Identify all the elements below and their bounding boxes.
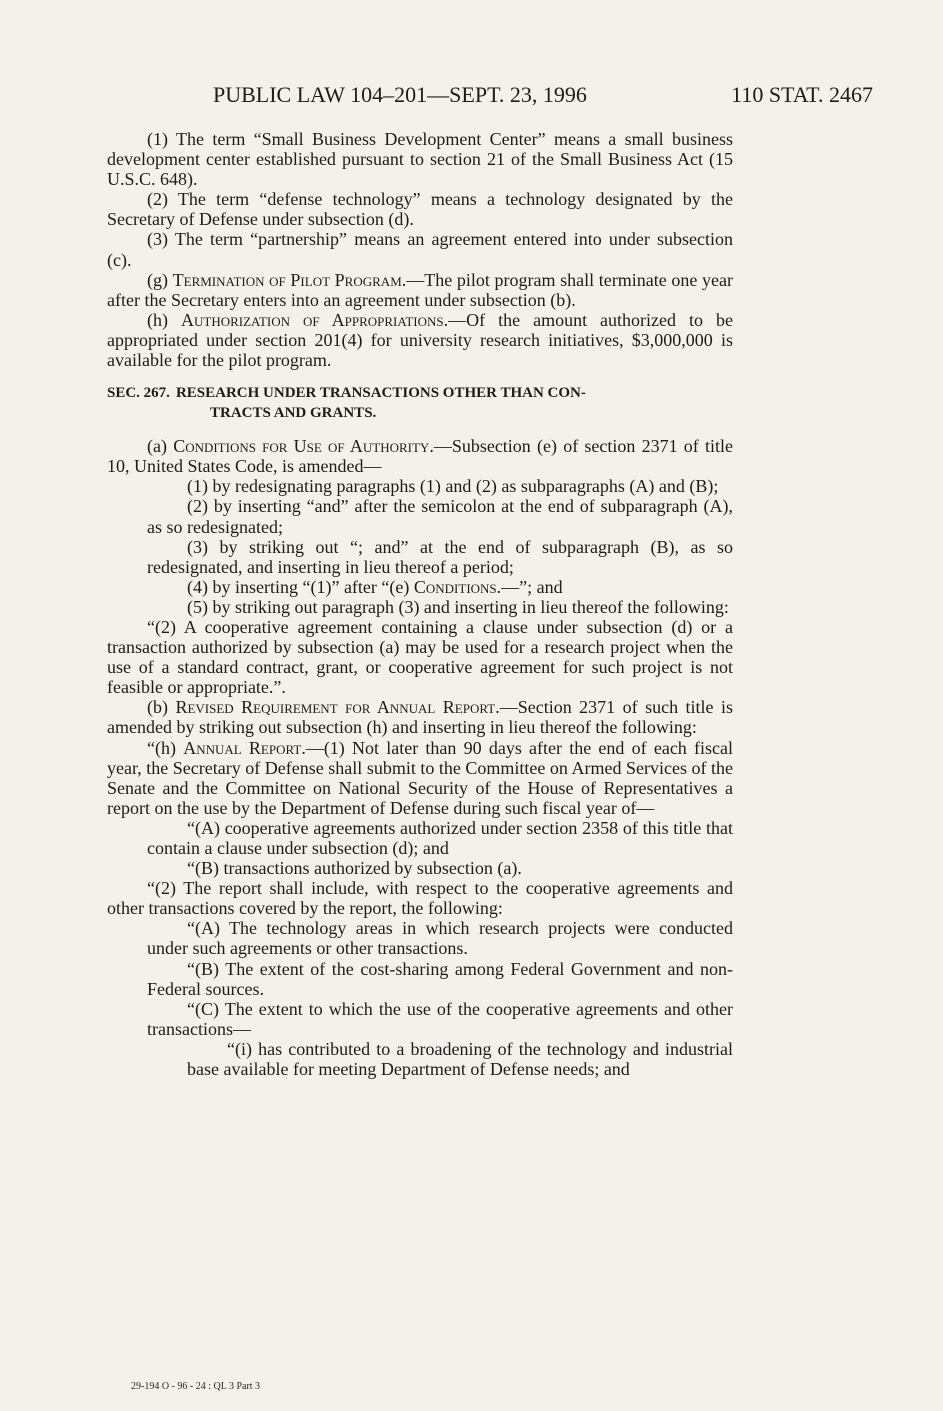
quoted-paragraph: “(2) A cooperative agreement containing a clause under subsection (d) or a transaction authorized by subsection (a) may be used for a research project when the use of a standard contract, grant, or cooperative agreement for such project is not feasible or appropriate.”.	[107, 616, 733, 698]
subsection-h	[107, 310, 733, 370]
document-body	[107, 129, 733, 1079]
subsection-heading: Conditions for Use of Authority	[173, 436, 430, 457]
subsection-text: .—(1) Not later than 90 days after the end of each fiscal year, the Secretary of Defense shall submit to the Committee on Armed Services of the Senate and the Committee on National Security of the House of Representatives a report on the use by the Department of Defense during such fiscal year of—	[107, 737, 734, 818]
subsection-heading: Termination of Pilot Program	[172, 269, 402, 290]
quoted-subparagraph: “(A) The technology areas in which research projects were conducted under such agreements or other transactions.	[147, 918, 733, 959]
quoted-paragraph: “(2) The report shall include, with respect to the cooperative agreements and other transactions covered by the report, the following:	[107, 878, 733, 919]
subsection-text: .—Subsection (e) of section 2371 of title 10, United States Code, is amended—	[107, 436, 733, 477]
amendment-paragraph: (3) by striking out “; and” at the end of subparagraph (B), as so redesignated, and inserting in lieu thereof a period;	[147, 536, 733, 577]
section-number: SEC. 267.	[107, 385, 170, 402]
amendment-text: (4) by inserting “(1)” after “(e)	[187, 576, 414, 597]
running-header	[213, 80, 873, 110]
subsection-heading: Authorization of Appropriations	[180, 309, 444, 330]
subsection-a	[107, 436, 733, 476]
amendment-text: .—”; and	[496, 576, 563, 597]
section-heading	[107, 383, 733, 423]
subsection-label: (g)	[147, 269, 173, 290]
subsection-label: (b)	[147, 697, 176, 718]
print-footer: 29-194 O - 96 - 24 : QL 3 Part 3	[131, 1381, 261, 1392]
definition-paragraph: (2) The term “defense technology” means a technology designated by the Secretary of Defense under subsection (d).	[107, 189, 733, 230]
amendment-paragraph	[147, 577, 733, 597]
section-title-line-1: RESEARCH UNDER TRANSACTIONS OTHER THAN CON-	[175, 385, 586, 402]
definition-paragraph: (3) The term “partnership” means an agreement entered into under subsection (c).	[107, 229, 733, 270]
quoted-subparagraph: “(A) cooperative agreements authorized under section 2358 of this title that contain a clause under subsection (d); and	[147, 817, 733, 858]
subsection-text: .—The pilot program shall terminate one year after the Secretary enters into an agreement under subsection (b).	[107, 269, 733, 310]
quoted-subparagraph: “(B) The extent of the cost-sharing among Federal Government and non-Federal sources.	[147, 958, 733, 999]
subsection-heading: Revised Requirement for Annual Report	[175, 697, 496, 718]
definition-paragraph: (1) The term “Small Business Development Center” means a small business development center established pursuant to section 21 of the Small Business Act (15 U.S.C. 648).	[107, 129, 733, 190]
subsection-text: .—Of the amount authorized to be appropriated under section 201(4) for university research initiatives, $3,000,000 is available for the pilot program.	[107, 309, 733, 371]
subsection-b	[107, 697, 733, 737]
header-page-number: 110 STAT. 2467	[731, 82, 873, 107]
section-title-line-2: TRACTS AND GRANTS.	[210, 405, 377, 422]
quoted-clause: “(i) has contributed to a broadening of the technology and industrial base available for meeting Department of Defense needs; and	[187, 1038, 733, 1080]
header-title: PUBLIC LAW 104–201—SEPT. 23, 1996	[213, 82, 587, 107]
quoted-subparagraph: “(B) transactions authorized by subsection (a).	[187, 858, 522, 879]
amendment-paragraph: (1) by redesignating paragraphs (1) and (2) as subparagraphs (A) and (B);	[187, 476, 719, 497]
subsection-label: “(h)	[147, 737, 184, 758]
subsection-label: (a)	[147, 436, 174, 457]
quoted-subsection-h	[107, 738, 733, 818]
amendment-paragraph: (2) by inserting “and” after the semicolon at the end of subparagraph (A), as so redesignated;	[147, 496, 733, 537]
subsection-heading: Annual Report	[183, 737, 302, 758]
subsection-label: (h)	[147, 309, 181, 330]
subsection-g	[107, 270, 733, 310]
subsection-text: .—Section 2371 of such title is amended by striking out subsection (h) and inserting in lieu thereof the following:	[107, 697, 733, 738]
amendment-term: Conditions	[413, 576, 497, 597]
quoted-subparagraph: “(C) The extent to which the use of the cooperative agreements and other transactions—	[147, 998, 733, 1039]
amendment-paragraph: (5) by striking out paragraph (3) and inserting in lieu thereof the following:	[187, 596, 729, 617]
